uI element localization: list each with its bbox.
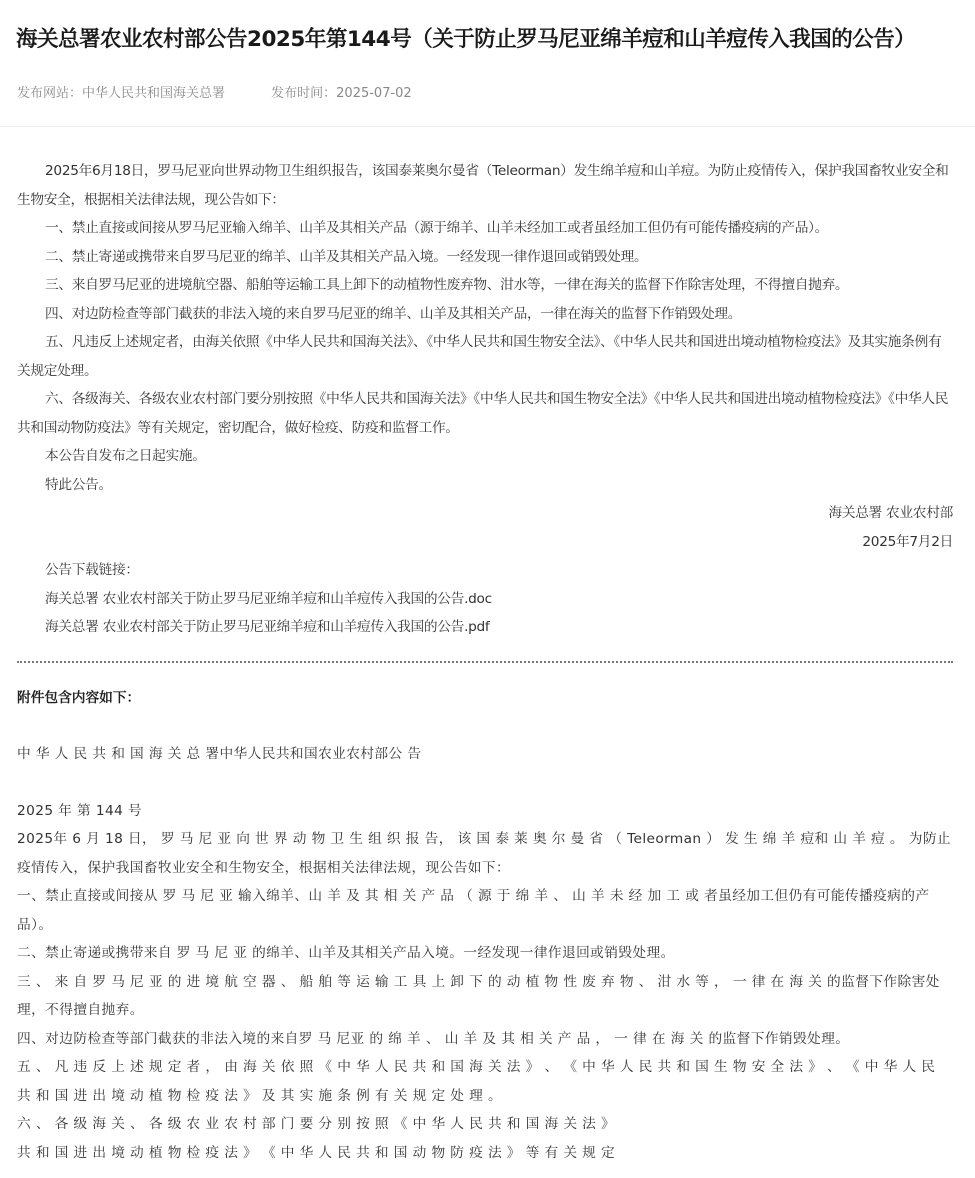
attachment-line: 一、禁止直接或间接从 罗 马 尼 亚 输入绵羊、山 羊 及 其 相 关 产 品 （ 源 于 绵 羊 、 山 羊 未 经 加 工 或 者虽经加工但仍有可能传播疫病的产品）。 <box>17 888 930 933</box>
download-pdf-link[interactable]: 海关总署 农业农村部关于防止罗马尼亚绵羊痘和山羊痘传入我国的公告.pdf <box>45 619 490 635</box>
announcement-body <box>17 157 953 642</box>
attachment-line: 共 和 国 进 出 境 动 植 物 检 疫 法 》 《 中 华 人 民 共 和 国 动 物 防 疫 法 》 等 有 关 规 定 <box>17 1144 616 1161</box>
paragraph: 五、凡违反上述规定者，由海关依照《中华人民共和国海关法》、《中华人民共和国生物安全法》、《中华人民共和国进出境动植物检疫法》及其实施条例有关规定处理。 <box>17 334 942 379</box>
download-doc-link[interactable]: 海关总署 农业农村部关于防止罗马尼亚绵羊痘和山羊痘传入我国的公告.doc <box>45 590 492 607</box>
download-label: 公告下载链接： <box>45 562 139 578</box>
paragraph: 本公告自发布之日起实施。 <box>45 448 206 464</box>
paragraph: 特此公告。 <box>45 476 112 493</box>
attachment-line: 五 、 凡 违 反 上 述 规 定 者 ， 由 海 关 依 照 《 中 华 人 民 共 和 国 海 关 法 》 、 《 中 华 人 民 共 和 国 生 物 安 全 法 》 、 《 中 华 人 民 共 和 国 进 出 境 动 植 物 检 疫 法 》 及 其 实 施 条 例 有 关 规 定 处 理 。 <box>17 1059 936 1104</box>
page-title: 海关总署农业农村部公告2025年第144号（关于防止罗马尼亚绵羊痘和山羊痘传入我国的公告） <box>16 27 916 52</box>
paragraph: 2025年6月18日，罗马尼亚向世界动物卫生组织报告，该国泰莱奥尔曼省（Teleorman）发生绵羊痘和山羊痘。为防止疫情传入，保护我国畜牧业安全和生物安全，根据相关法律法规，现公告如下： <box>17 163 949 208</box>
attachment-number: 2025 年 第 144 号 <box>17 802 143 819</box>
publish-site: 发布网站：中华人民共和国海关总署 <box>17 86 226 101</box>
attachment-heading: 附件包含内容如下： <box>17 690 141 706</box>
header-divider <box>0 126 975 127</box>
paragraph: 六、各级海关、各级农业农村部门要分别按照《中华人民共和国海关法》《中华人民共和国生物安全法》《中华人民共和国进出境动植物检疫法》《中华人民共和国动物防疫法》等有关规定，密切配合，做好检疫、防疫和监督工作。 <box>17 391 949 436</box>
sign-date: 2025年7月2日 <box>862 533 953 550</box>
attachment-line: 2025年 6 月 18 日， 罗 马 尼 亚 向 世 界 动 物 卫 生 组 织 报 告， 该 国 泰 莱 奥 尔 曼 省 （ Teleorman ） 发 生 绵 羊 痘和 山 羊 痘 。 为防止疫情传入，保护我国畜牧业安全和生物安全，根据相关法律法规，现公告如下： <box>17 831 951 876</box>
paragraph: 一、禁止直接或间接从罗马尼亚输入绵羊、山羊及其相关产品（源于绵羊、山羊未经加工或者虽经加工但仍有可能传播疫病的产品）。 <box>45 220 829 236</box>
attachment-line: 二、禁止寄递或携带来自 罗 马 尼 亚 的绵羊、山羊及其相关产品入境。一经发现一律作退回或销毁处理。 <box>17 945 675 961</box>
signer: 海关总署 农业农村部 <box>828 505 953 521</box>
dotted-divider <box>17 661 953 663</box>
attachment-line: 六 、 各 级 海 关 、 各 级 农 业 农 村 部 门 要 分 别 按 照 《 中 华 人 民 共 和 国 海 关 法 》 <box>17 1116 616 1132</box>
publish-date: 发布时间：2025-07-02 <box>271 86 412 101</box>
paragraph: 三、来自罗马尼亚的进境航空器、船舶等运输工具上卸下的动植物性废弃物、泔水等，一律在海关的监督下作除害处理，不得擅自抛弃。 <box>45 277 849 293</box>
paragraph: 二、禁止寄递或携带来自罗马尼亚的绵羊、山羊及其相关产品入境。一经发现一律作退回或销毁处理。 <box>45 248 648 265</box>
attachment-content <box>17 740 953 1167</box>
attachment-line: 四、对边防检查等部门截获的非法入境的来自罗 马 尼亚 的 绵 羊 、 山 羊 及 其 相 关 产 品 ， 一 律 在 海 关 的监督下作销毁处理。 <box>17 1030 850 1047</box>
attachment-line: 三 、 来 自 罗 马 尼 亚 的 进 境 航 空 器 、 船 舶 等 运 输 工 具 上 卸 下 的 动 植 物 性 废 弃 物 、 泔 水 等 ， 一 律 在 海 关 的监督下作除害处理，不得擅自抛弃。 <box>17 973 940 1018</box>
publish-meta <box>17 82 454 101</box>
paragraph: 四、对边防检查等部门截获的非法入境的来自罗马尼亚的绵羊、山羊及其相关产品，一律在海关的监督下作销毁处理。 <box>45 305 742 322</box>
attachment-org-line: 中 华 人 民 共 和 国 海 关 总 署中华人民共和国农业农村部公 告 <box>17 746 422 762</box>
